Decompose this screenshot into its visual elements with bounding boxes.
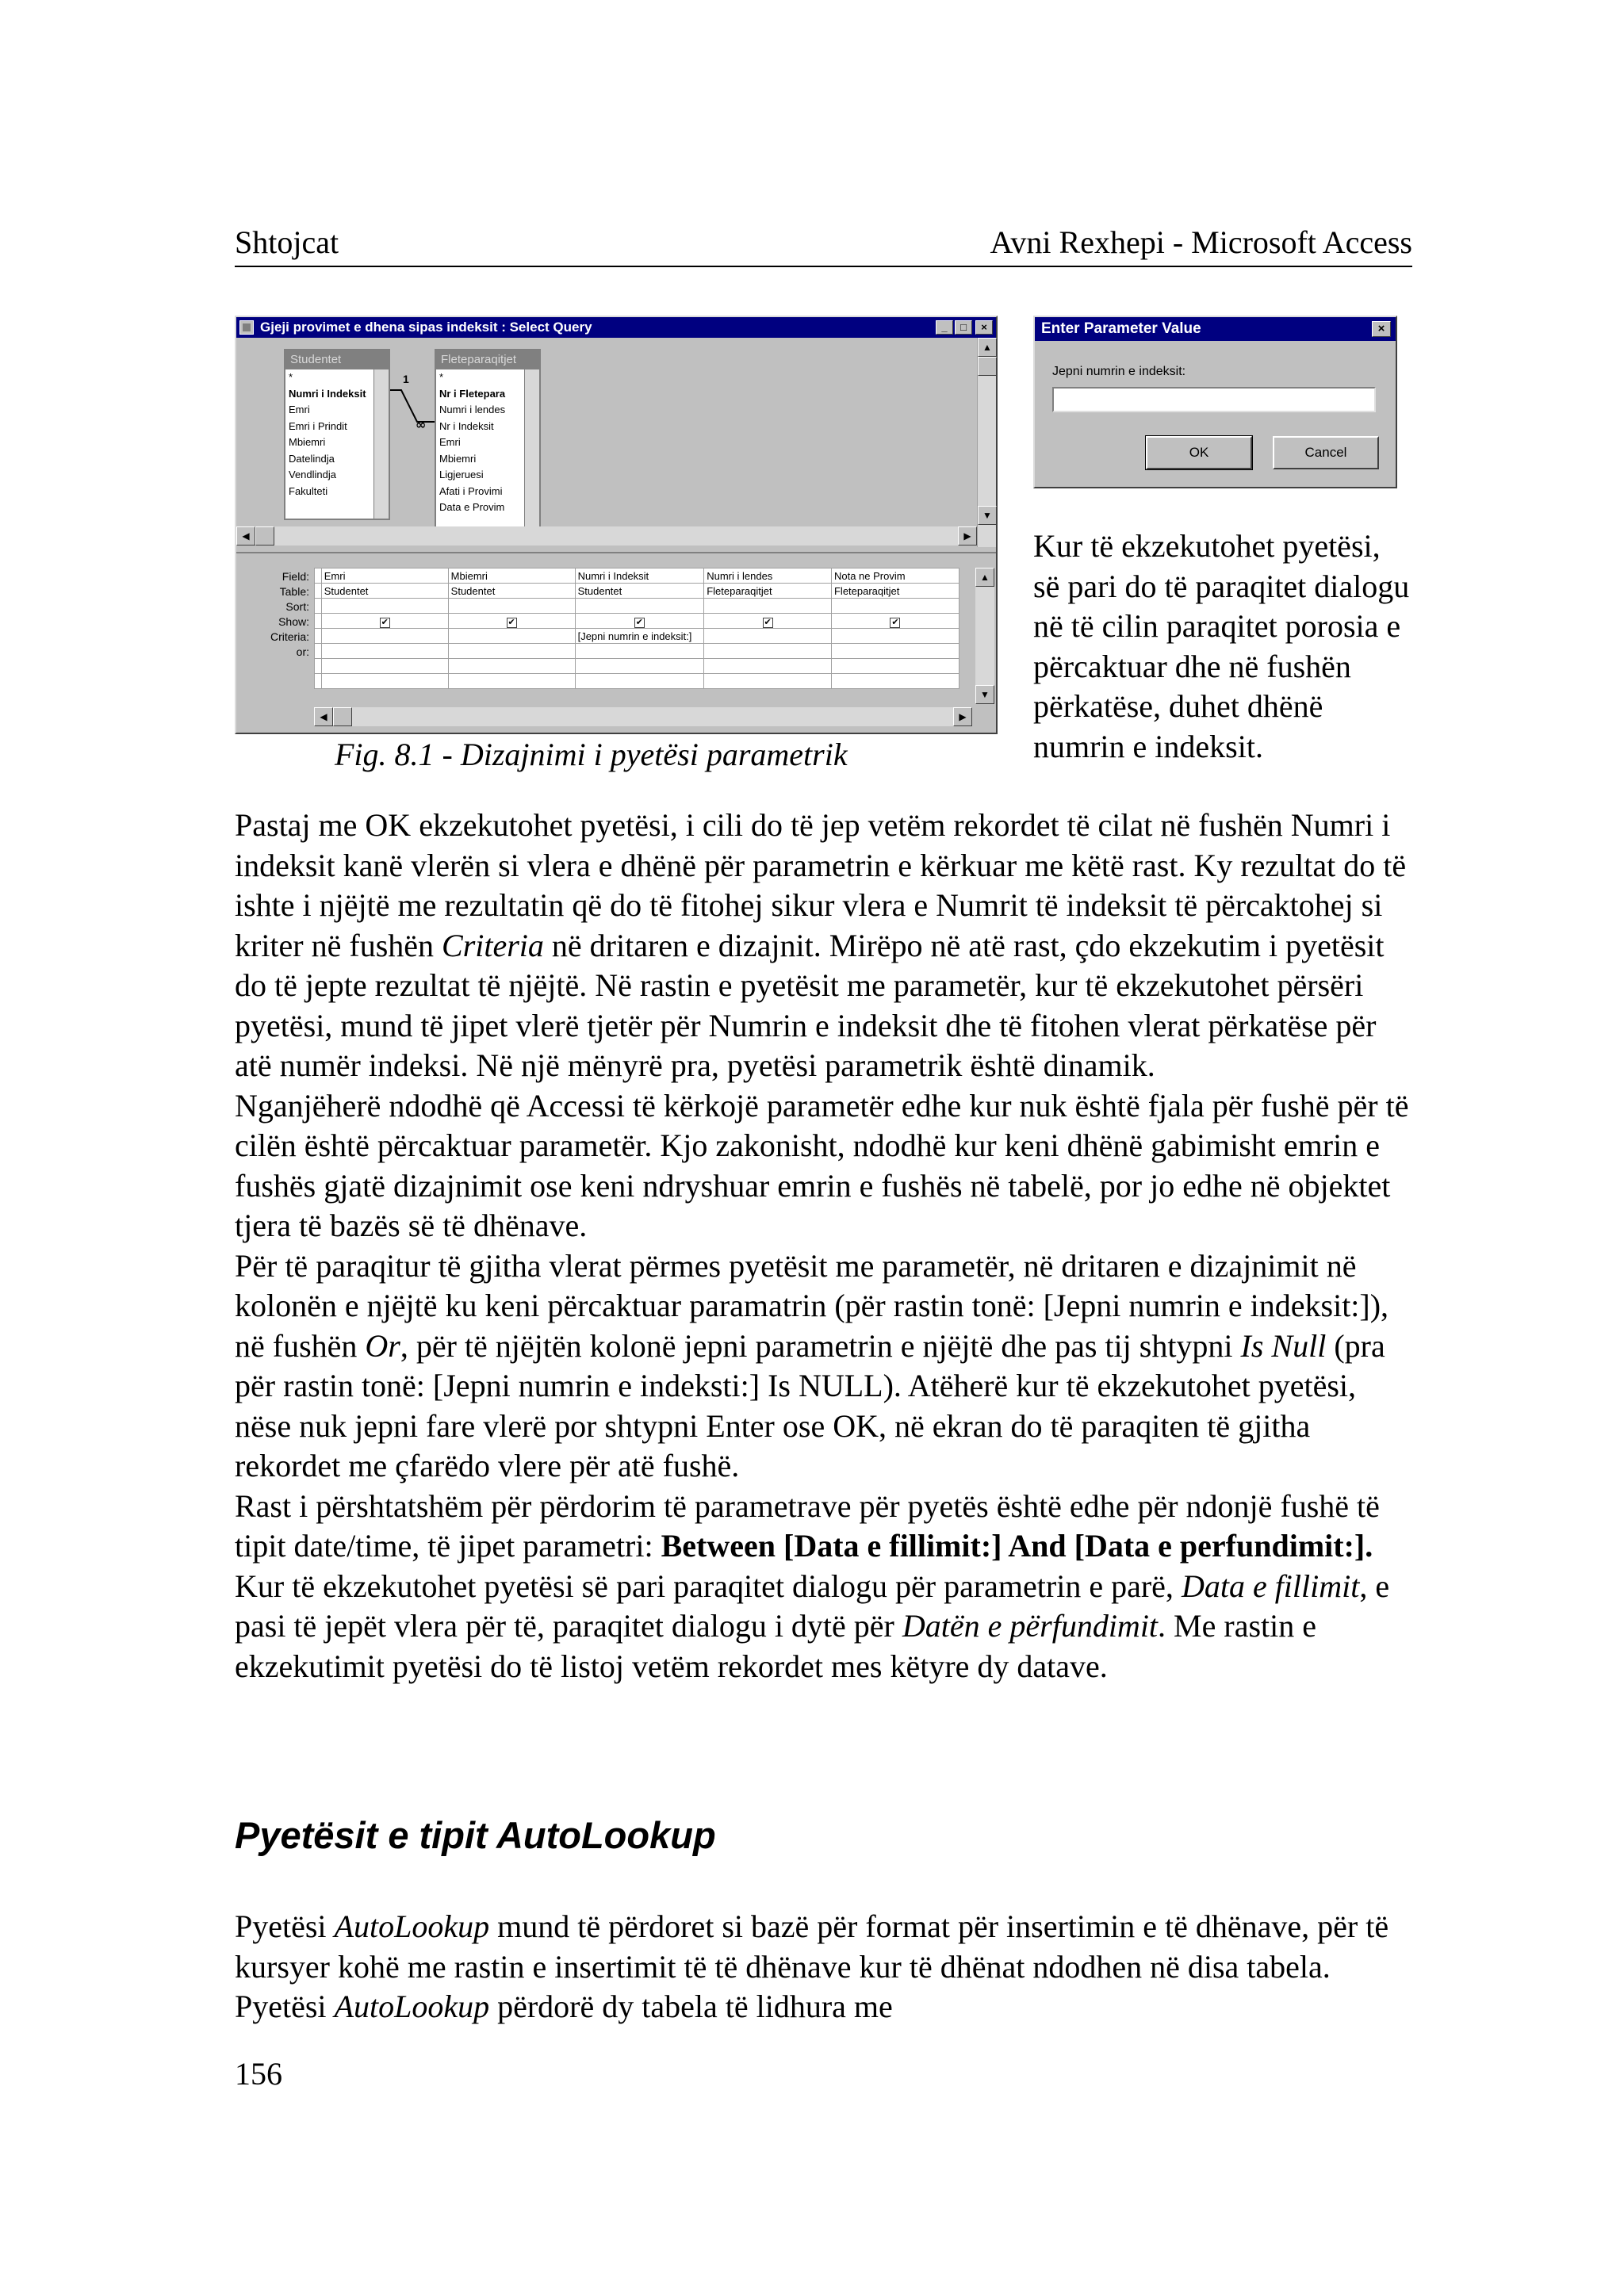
body-text [235, 806, 1416, 1686]
grid-cell-table[interactable]: Studentet [448, 584, 575, 599]
header-divider [235, 266, 1412, 267]
side-paragraph: Kur të ekzekutohet pyetësi, së pari do të paraqitet dialogu në të cilin paraqitet porosia e përcaktuar dhe në fushën përkatëse, duhet dhënë numrin e indeksit. [1033, 528, 1410, 764]
scroll-down-arrow-icon[interactable]: ▼ [978, 506, 997, 525]
grid-hscrollbar[interactable] [314, 707, 972, 726]
page-number: 156 [235, 2056, 282, 2092]
grid-cell-criteria[interactable] [704, 629, 832, 644]
table-title: Studentet [285, 350, 389, 369]
row-label-sort: Sort: [285, 600, 309, 613]
field-item[interactable]: Emri [439, 436, 461, 448]
field-item[interactable]: Afati i Provimi [439, 484, 503, 497]
field-item[interactable]: Nr i Indeksit [439, 419, 494, 432]
grid-cell-or[interactable] [704, 644, 832, 659]
scroll-left-arrow-icon[interactable]: ◀ [236, 526, 255, 545]
grid-cell-criteria[interactable] [321, 629, 448, 644]
scroll-right-arrow-icon[interactable]: ▶ [953, 707, 972, 726]
grid-cell-field[interactable]: Numri i Indeksit [575, 568, 704, 584]
grid-cell-show [831, 614, 959, 629]
minimize-button[interactable]: _ [936, 320, 953, 335]
field-item[interactable]: Fakulteti [289, 484, 328, 497]
field-item[interactable]: Mbiemri [439, 452, 477, 465]
grid-cell-sort[interactable] [321, 599, 448, 614]
grid-cell-show [575, 614, 704, 629]
grid-cell-table[interactable]: Fleteparaqitjet [831, 584, 959, 599]
field-item[interactable]: Ligjeruesi [439, 469, 484, 480]
enter-parameter-dialog [1033, 316, 1397, 488]
grid-cell-show [704, 614, 832, 629]
grid-row-criteria [315, 629, 959, 644]
relationship-one-label: 1 [403, 373, 409, 385]
grid-cell-or[interactable] [575, 644, 704, 659]
paragraph: Për të paraqitur të gjitha vlerat përmes pyetësit me parametër, në dritaren e dizajnimit në kolonën e njëjtë ku keni përcaktuar paramatrin (për rastin tonë: [Jepni numrin e indeksit:]), në fushën Or, për të njëjtën kolonë jepni parametrin e njëjtë dhe pas tij shtypni Is Null (pra për rastin tonë: [Jepni numrin e indeksti:] Is NULL). Atëherë kur të ekzekutohet pyetësi, nëse nuk jepni fare vlerë por shtypni Enter ose OK, në ekran do të paraqiten të gjitha rekordet me çfarëdo vlere për atë fushë. [235, 1247, 1389, 1483]
parameter-input[interactable] [1052, 387, 1376, 412]
paragraph: Pyetësi AutoLookup mund të përdoret si bazë për format për insertimin e të dhënave, për të kursyer kohë me rastin e insertimit të të dhënave kur të dhënat ndodhen në disa tabela. Pyetësi AutoLookup përdorë dy tabela të lidhura me [235, 1908, 1389, 2024]
query-window-icon [239, 320, 254, 335]
grid-row-sort [315, 599, 959, 614]
ok-button[interactable]: OK [1146, 436, 1252, 469]
query-design-window [235, 316, 998, 734]
show-checkbox[interactable]: ✔ [764, 617, 772, 627]
grid-row-labels [236, 569, 309, 660]
grid-cell-field[interactable]: Numri i lendes [704, 568, 832, 584]
running-header-right: Avni Rexhepi - Microsoft Access [990, 224, 1412, 260]
grid-cell-or[interactable] [831, 644, 959, 659]
grid-row-empty [315, 674, 959, 689]
grid-cell-field[interactable]: Emri [321, 568, 448, 584]
dialog-titlebar: Enter Parameter Value [1035, 317, 1396, 341]
show-checkbox[interactable]: ✔ [381, 617, 389, 627]
show-checkbox[interactable]: ✔ [635, 617, 644, 627]
field-item[interactable]: * [289, 371, 293, 383]
row-label-or: or: [296, 645, 309, 658]
scroll-down-arrow-icon[interactable]: ▼ [975, 685, 994, 704]
figure-caption: Fig. 8.1 - Dizajnimi i pyetësi parametrik [335, 737, 848, 772]
table-box-fleteparaqitjet[interactable] [435, 349, 541, 536]
field-item[interactable]: Emri [289, 404, 310, 415]
cancel-button[interactable]: Cancel [1273, 436, 1379, 469]
table-scrollbar[interactable] [524, 369, 539, 534]
grid-row-or [315, 644, 959, 659]
field-item[interactable]: Numri i lendes [439, 404, 506, 415]
table-pane-hscrollbar[interactable] [236, 526, 977, 545]
field-item[interactable]: Nr i Fletepara [439, 387, 506, 400]
grid-row-show [315, 614, 959, 629]
field-item[interactable]: Datelindja [289, 452, 335, 465]
grid-cell-or[interactable] [448, 644, 575, 659]
grid-cell-criteria[interactable] [831, 629, 959, 644]
query-window-titlebar [236, 317, 996, 338]
field-item[interactable]: Mbiemri [289, 436, 326, 448]
field-item[interactable]: Data e Provim [439, 501, 505, 513]
grid-cell-field[interactable]: Mbiemri [448, 568, 575, 584]
close-button[interactable]: × [975, 320, 993, 335]
relationship-line [389, 369, 436, 433]
grid-cell-field[interactable]: Nota ne Provim [831, 568, 959, 584]
grid-cell-table[interactable]: Studentet [321, 584, 448, 599]
grid-cell-show [321, 614, 448, 629]
grid-cell-sort[interactable] [575, 599, 704, 614]
scroll-thumb[interactable] [255, 526, 274, 545]
query-window-title: Gjeji provimet e dhena sipas indeksit : Select Query [260, 320, 592, 335]
grid-cell-sort[interactable] [704, 599, 832, 614]
grid-cell-criteria[interactable] [448, 629, 575, 644]
field-item[interactable]: * [439, 371, 444, 383]
grid-cell-show [448, 614, 575, 629]
scroll-right-arrow-icon[interactable]: ▶ [958, 526, 977, 545]
grid-cell-or[interactable] [321, 644, 448, 659]
grid-row-empty [315, 659, 959, 674]
query-design-grid [314, 568, 959, 689]
scroll-thumb[interactable] [333, 707, 352, 726]
row-label-table: Table: [279, 585, 309, 598]
paragraph: Nganjëherë ndodhë që Accessi të kërkojë parametër edhe kur nuk është fjala për fushë për të cilën është përcaktuar parametër. Kjo zakonisht, ndodhë kur keni dhënë gabimisht emrin e fushës gjatë dizajnimit ose keni ndryshuar emrin e fushës në tabelë, por jo edhe në objektet tjera të bazës së të dhënave. [235, 1087, 1409, 1243]
grid-cell-sort[interactable] [831, 599, 959, 614]
grid-row-table [315, 584, 959, 599]
row-label-field: Field: [282, 570, 309, 583]
design-grid-pane [236, 552, 996, 733]
parameter-prompt: Jepni numrin e indeksit: [1052, 365, 1186, 378]
running-header-left: Shtojcat [235, 224, 339, 260]
maximize-button[interactable]: □ [955, 320, 972, 335]
grid-cell-sort[interactable] [448, 599, 575, 614]
show-checkbox[interactable]: ✔ [891, 617, 899, 627]
field-item[interactable]: Emri i Prindit [289, 419, 347, 432]
row-label-criteria: Criteria: [270, 630, 309, 643]
relationship-many-label: ∞ [416, 417, 427, 432]
table-pane-vscrollbar[interactable] [977, 338, 996, 547]
table-title: Fleteparaqitjet [436, 350, 539, 369]
paragraph: Rast i përshtatshëm për përdorim të parametrave për pyetës është edhe për ndonjë fushë të tipit date/time, të jipet parametri: Between [Data e fillimit:] And [Data e perfundimit:]. Kur të ekzekutohet pyetësi së pari paraqitet dialogu për parametrin e parë, Data e fillimit, e pasi të jepët vlera për të, paraqitet dialogu i dytë për Datën e përfundimit. Me rastin e ekzekutimit pyetësi do të listoj vetëm rekordet mes këtyre dy datave. [235, 1487, 1390, 1684]
scroll-thumb[interactable] [978, 357, 997, 376]
grid-cell-table[interactable]: Studentet [575, 584, 704, 599]
grid-cell-table[interactable]: Fleteparaqitjet [704, 584, 832, 599]
show-checkbox[interactable]: ✔ [508, 617, 515, 627]
field-item[interactable]: Numri i Indeksit [289, 387, 366, 400]
paragraph: Pastaj me OK ekzekutohet pyetësi, i cili do të jep vetëm rekordet të cilat në fushën Numri i indeksit kanë vlerën si vlera e dhënë për parametrin e kërkuar me këtë rast. Ky rezultat do të ishte i njëjtë me rezultatin që do të fitohej sikur vlera e Numrit të indeksit të përcaktohej si kriter në fushën Criteria në dritaren e dizajnit. Mirëpo në atë rast, çdo ekzekutim i pyetësit do të jepte rezultat të njëjtë. Në rastin e pyetësit me parametër, kur të ekzekutohet përsëri pyetësi, mund të jipet vlerë tjetër për Numrin e indeksit dhe të fitohen vlerat përkatëse për atë numër indeksi. Në një mënyrë pra, pyetësi parametrik është dinamik. [235, 807, 1407, 1083]
scroll-up-arrow-icon[interactable]: ▲ [978, 338, 997, 357]
section-heading: Pyetësit e tipit AutoLookup [235, 1814, 716, 1856]
grid-vscrollbar[interactable] [975, 568, 994, 704]
dialog-close-icon[interactable]: × [1372, 321, 1391, 337]
table-pane [236, 338, 992, 547]
field-item[interactable]: Vendlindja [289, 469, 336, 480]
scroll-up-arrow-icon[interactable]: ▲ [975, 568, 994, 587]
table-scrollbar[interactable] [373, 369, 389, 519]
scroll-left-arrow-icon[interactable]: ◀ [314, 707, 333, 726]
row-label-show: Show: [278, 615, 309, 628]
table-box-studentet[interactable] [284, 349, 390, 520]
grid-row-field [315, 568, 959, 584]
grid-cell-criteria[interactable]: [Jepni numrin e indeksit:] [575, 629, 704, 644]
